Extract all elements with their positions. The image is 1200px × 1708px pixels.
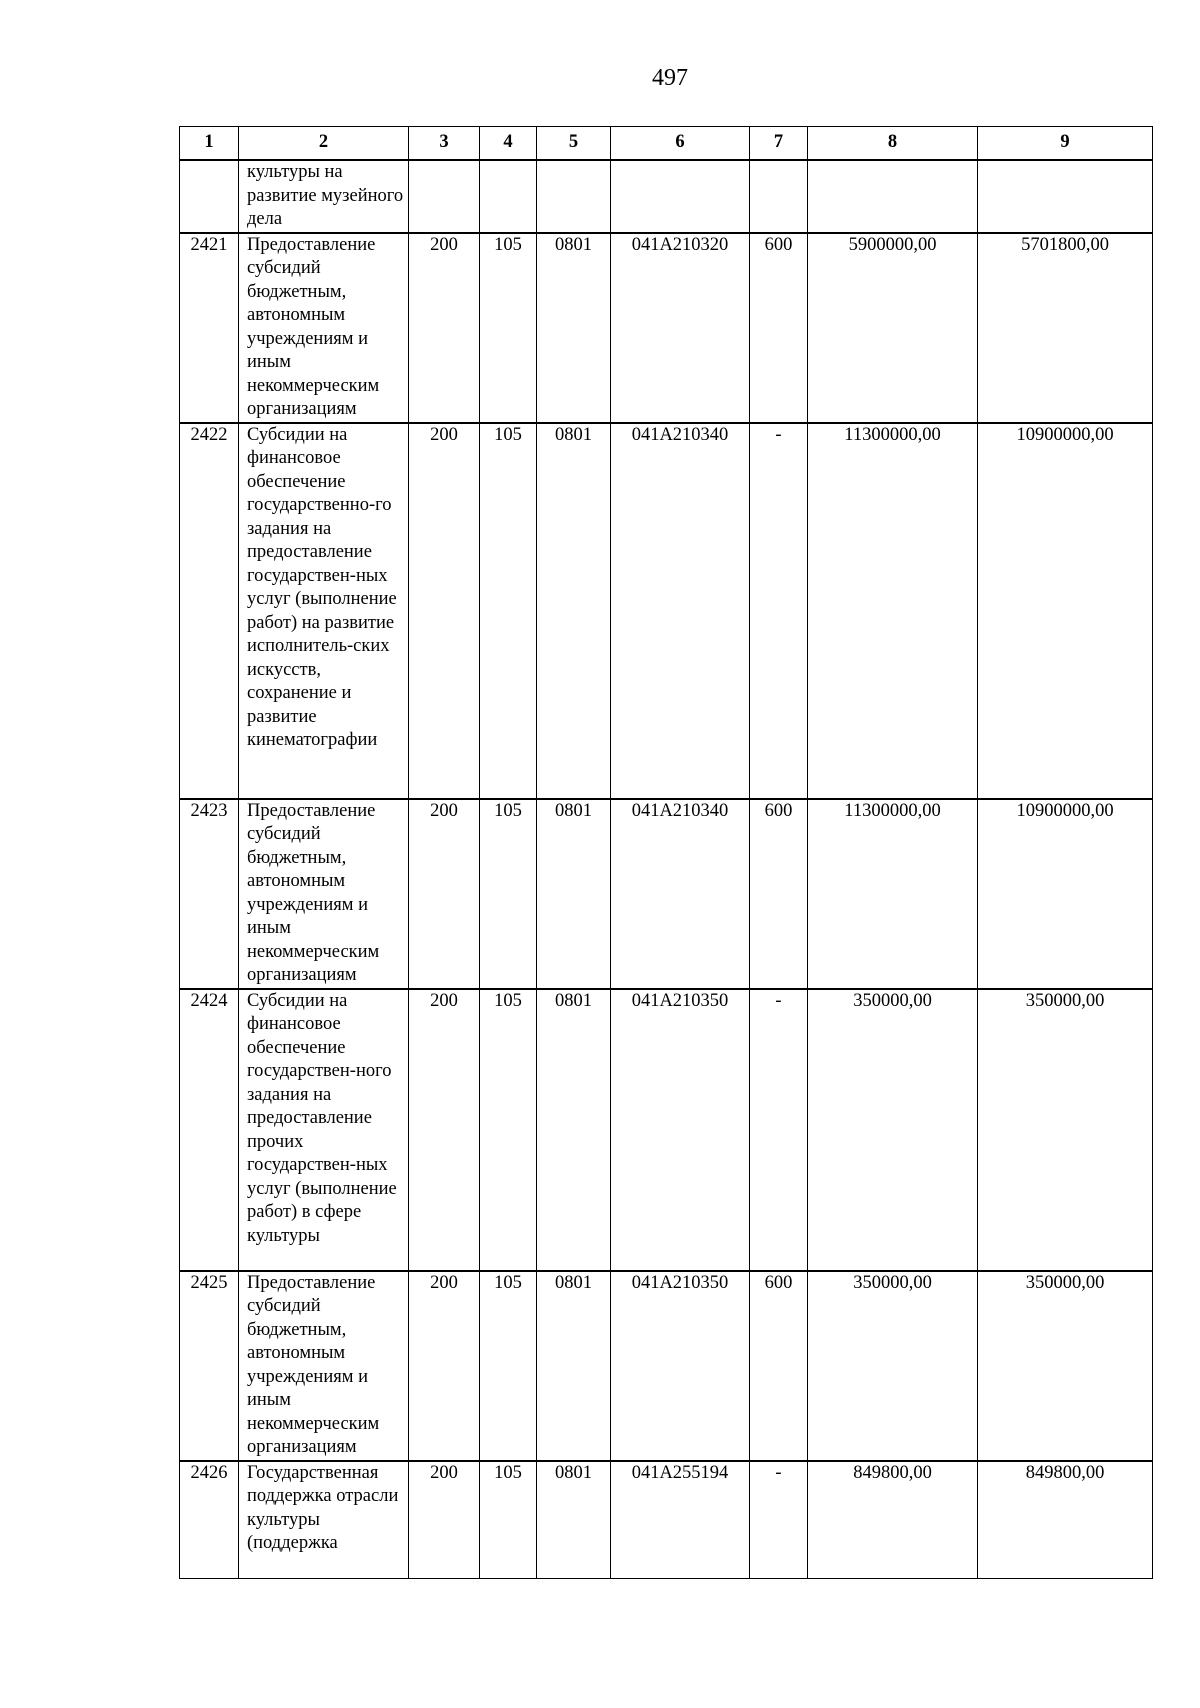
table-row [180,1271,1153,1461]
cell-description: Субсидии на финансовое обеспечение государствен-ного задания на предоставление прочих государствен-ных услуг (выполнение работ) в сфере культуры [239,989,409,1271]
cell-col-7: 600 [750,233,808,423]
header-col-7: 7 [750,127,808,161]
cell-col-8: 849800,00 [808,1461,978,1579]
cell-col-7: 600 [750,799,808,989]
cell-col-9: 849800,00 [978,1461,1153,1579]
cell-col-4: 105 [480,423,537,799]
cell-col-5 [537,160,611,233]
cell-id [180,160,239,233]
cell-col-9: 350000,00 [978,1271,1153,1461]
cell-description: Предоставление субсидий бюджетным, автономным учреждениям и иным некоммерческим организациям [239,1271,409,1461]
cell-description: культуры на развитие музейного дела [239,160,409,233]
cell-col-7: - [750,1461,808,1579]
cell-col-7: - [750,989,808,1271]
page-number: 497 [652,65,688,91]
cell-id: 2425 [180,1271,239,1461]
cell-col-3: 200 [409,233,480,423]
cell-description: Предоставление субсидий бюджетным, автономным учреждениям и иным некоммерческим организациям [239,799,409,989]
cell-col-5: 0801 [537,1271,611,1461]
cell-col-8: 11300000,00 [808,799,978,989]
cell-col-3: 200 [409,989,480,1271]
cell-col-4: 105 [480,799,537,989]
header-col-9: 9 [978,127,1153,161]
header-col-5: 5 [537,127,611,161]
cell-col-6: 041A255194 [611,1461,750,1579]
cell-col-7 [750,160,808,233]
cell-description: Предоставление субсидий бюджетным, автономным учреждениям и иным некоммерческим организациям [239,233,409,423]
cell-col-3: 200 [409,423,480,799]
cell-id: 2421 [180,233,239,423]
cell-col-5: 0801 [537,423,611,799]
budget-table [179,126,1153,1579]
cell-col-9: 5701800,00 [978,233,1153,423]
table-row [180,799,1153,989]
continuation-row [180,160,1153,233]
cell-col-3: 200 [409,1271,480,1461]
cell-col-3: 200 [409,799,480,989]
cell-col-6: 041A210350 [611,1271,750,1461]
cell-col-6: 041A210340 [611,423,750,799]
cell-col-3 [409,160,480,233]
cell-id: 2422 [180,423,239,799]
cell-col-8: 350000,00 [808,1271,978,1461]
cell-col-7: - [750,423,808,799]
header-col-4: 4 [480,127,537,161]
cell-col-5: 0801 [537,799,611,989]
cell-col-4: 105 [480,233,537,423]
cell-col-5: 0801 [537,989,611,1271]
cell-col-6 [611,160,750,233]
table-row [180,989,1153,1271]
cell-col-4: 105 [480,1271,537,1461]
cell-col-5: 0801 [537,233,611,423]
cell-col-8: 5900000,00 [808,233,978,423]
header-col-8: 8 [808,127,978,161]
cell-col-8: 11300000,00 [808,423,978,799]
header-col-1: 1 [180,127,239,161]
cell-col-7: 600 [750,1271,808,1461]
cell-col-4: 105 [480,989,537,1271]
cell-col-9: 10900000,00 [978,423,1153,799]
cell-id: 2426 [180,1461,239,1579]
cell-col-4: 105 [480,1461,537,1579]
cell-col-8: 350000,00 [808,989,978,1271]
cell-col-3: 200 [409,1461,480,1579]
cell-col-9 [978,160,1153,233]
cell-id: 2423 [180,799,239,989]
header-col-6: 6 [611,127,750,161]
table-row [180,233,1153,423]
table-row [180,423,1153,799]
cell-description: Субсидии на финансовое обеспечение государственно-го задания на предоставление государствен-ных услуг (выполнение работ) на развитие исполнитель-ских искусств, сохранение и развитие кинематографии [239,423,409,799]
table-row [180,1461,1153,1579]
header-row [180,127,1153,161]
cell-col-6: 041A210340 [611,799,750,989]
cell-col-4 [480,160,537,233]
cell-id: 2424 [180,989,239,1271]
cell-col-8 [808,160,978,233]
cell-description: Государственная поддержка отрасли культуры (поддержка [239,1461,409,1579]
header-col-2: 2 [239,127,409,161]
cell-col-9: 10900000,00 [978,799,1153,989]
header-col-3: 3 [409,127,480,161]
cell-col-5: 0801 [537,1461,611,1579]
cell-col-6: 041A210350 [611,989,750,1271]
cell-col-6: 041A210320 [611,233,750,423]
cell-col-9: 350000,00 [978,989,1153,1271]
